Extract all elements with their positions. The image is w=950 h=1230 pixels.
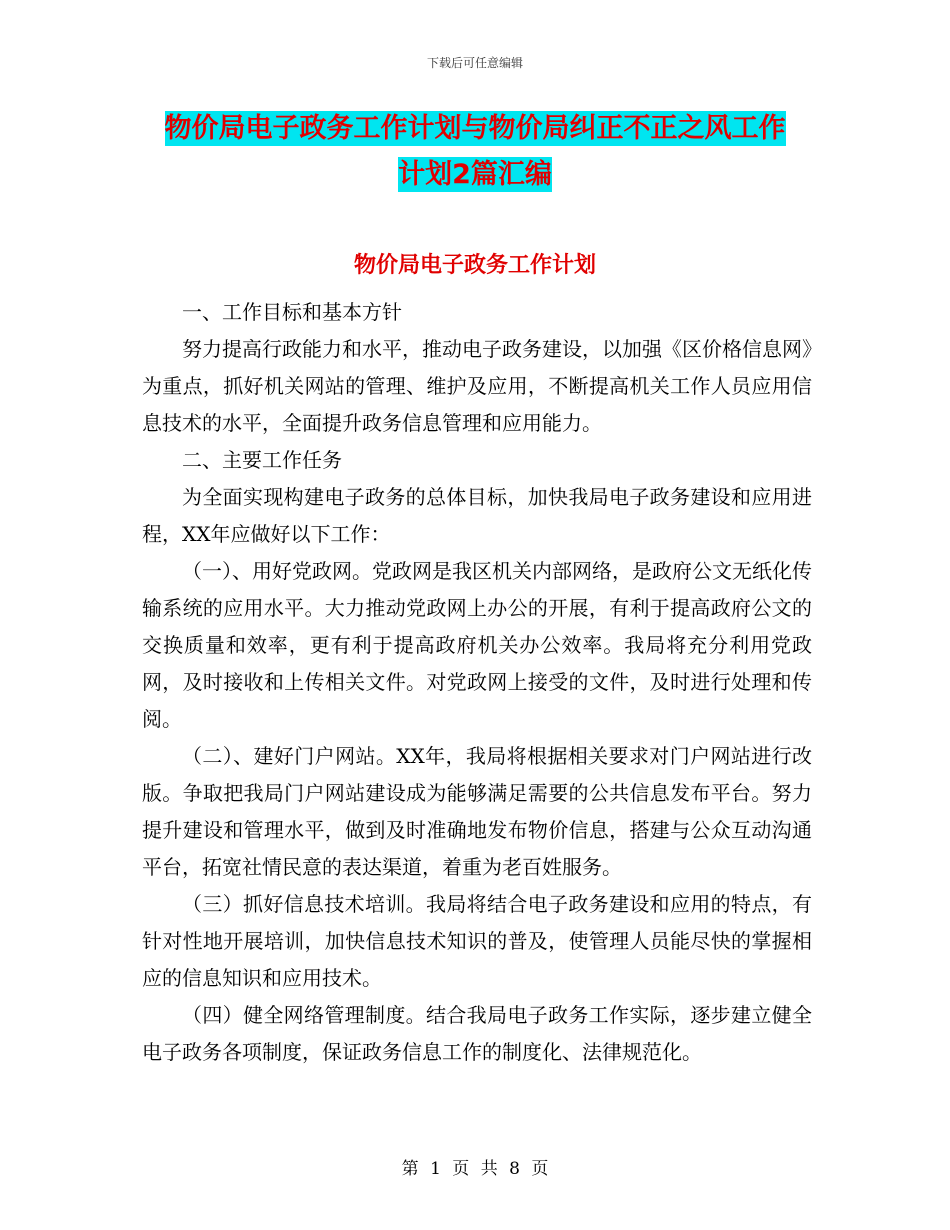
document-title: [140, 106, 810, 198]
title-line-2: 计划2篇汇编: [398, 159, 552, 190]
paragraph: （二）、建好门户网站。XX年，我局将根据相关要求对门户网站进行改版。争取把我局门户网站建设成为能够满足需要的公共信息发布平台。努力提升建设和管理水平，做到及时准确地发布物价信息，搭建与公众互动沟通平台，拓宽社情民意的表达渠道，着重为老百姓服务。: [142, 744, 812, 879]
heading-tasks: 二、主要工作任务: [182, 448, 342, 472]
paragraph: （三）抓好信息技术培训。我局将结合电子政务建设和应用的特点，有针对性地开展培训，加快信息技术知识的普及，使管理人员能尽快的掌握相应的信息知识和应用技术。: [142, 892, 812, 990]
document-body: [142, 294, 812, 1071]
section-title: 物价局电子政务工作计划: [353, 253, 596, 278]
paragraph: 努力提高行政能力和水平，推动电子政务建设，以加强《区价格信息网》为重点，抓好机关网站的管理、维护及应用，不断提高机关工作人员应用信息技术的水平，全面提升政务信息管理和应用能力。: [142, 337, 812, 435]
page-footer: 第 1 页 共 8 页: [401, 1159, 549, 1179]
paragraph: （四）健全网络管理制度。结合我局电子政务工作实际，逐步建立健全电子政务各项制度，保证政务信息工作的制度化、法律规范化。: [142, 1003, 812, 1064]
title-line-1: 物价局电子政务工作计划与物价局纠正不正之风工作: [164, 113, 786, 144]
paragraph: （一）、用好党政网。党政网是我区机关内部网络，是政府公文无纸化传输系统的应用水平。大力推动党政网上办公的开展，有利于提高政府公文的交换质量和效率，更有利于提高政府机关办公效率。我局将充分利用党政网，及时接收和上传相关文件。对党政网上接受的文件，及时进行处理和传阅。: [142, 559, 812, 731]
header-note: 下载后可任意编辑: [426, 56, 523, 70]
paragraph: 为全面实现构建电子政务的总体目标，加快我局电子政务建设和应用进程，XX年应做好以下工作：: [142, 485, 812, 546]
heading-goals: 一、工作目标和基本方针: [182, 300, 402, 324]
